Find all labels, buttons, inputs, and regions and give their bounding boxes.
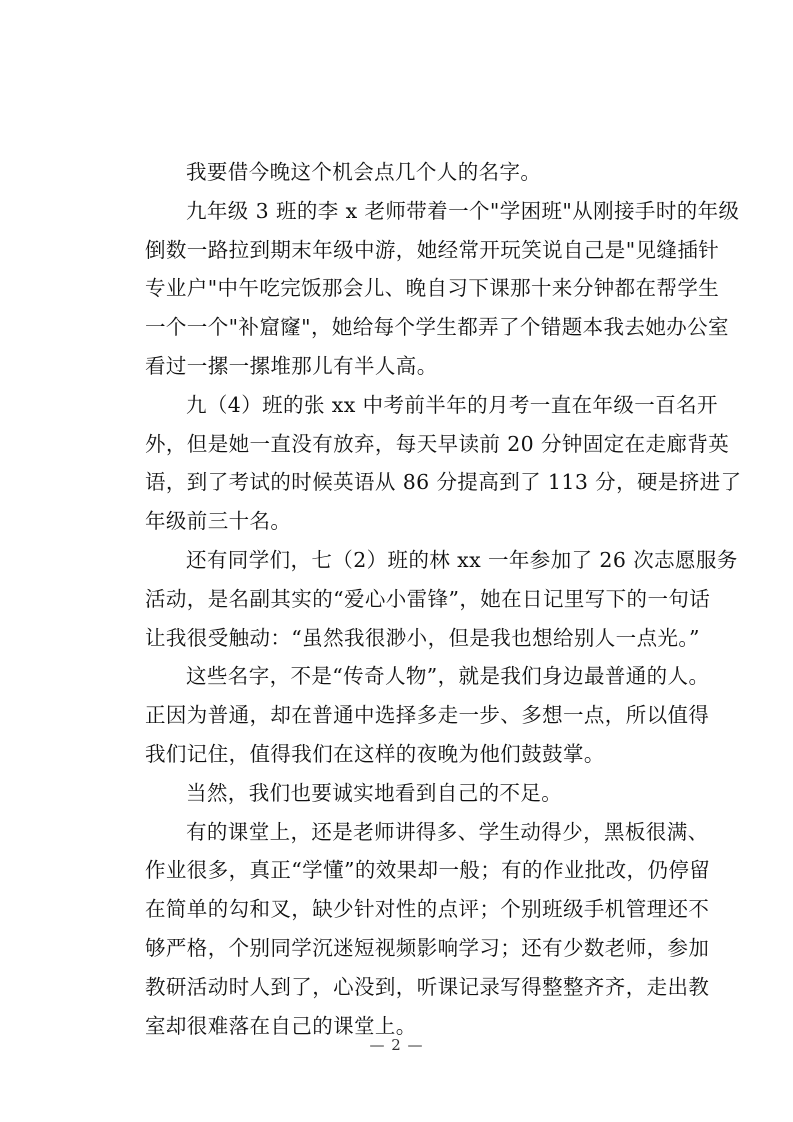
text-line: 外，但是她一直没有放弃，每天早读前 20 分钟固定在走廊背英: [145, 431, 730, 456]
text-line: 看过一摞一摞堆那儿有半人高。: [145, 353, 438, 378]
text-line: 当然，我们也要诚实地看到自己的不足。: [186, 780, 563, 805]
text-line: 语，到了考试的时候英语从 86 分提高到了 113 分，硬是挤进了: [145, 470, 742, 495]
paragraph-1: [104, 153, 690, 192]
text-line: 专业户"中午吃完饭那会儿、晚自习下课那十来分钟都在帮学生: [145, 276, 720, 301]
text-line: 还有同学们，七（2）班的林 xx 一年参加了 26 次志愿服务: [186, 547, 738, 572]
text-line: 九年级 3 班的李 x 老师带着一个"学困班"从刚接手时的年级: [186, 198, 740, 223]
text-line: 让我很受触动：“虽然我很渺小，但是我也想给别人一点光。”: [145, 625, 700, 650]
text-line: 够严格，个别同学沉迷短视频影响学习；还有少数老师，参加: [145, 935, 710, 960]
text-line: 我要借今晚这个机会点几个人的名字。: [186, 160, 542, 184]
text-line: 一个一个"补窟窿"，她给每个学生都弄了个错题本我去她办公室: [145, 315, 729, 340]
text-line: 我们记住，值得我们在这样的夜晚为他们鼓鼓掌。: [145, 741, 605, 766]
text-line: 九（4）班的张 xx 中考前半年的月考一直在年级一百名开: [186, 392, 718, 417]
text-line: 年级前三十名。: [145, 509, 292, 534]
text-line: 作业很多，真正“学懂”的效果却一般；有的作业批改，仍停留: [145, 858, 711, 883]
paragraph-6: [104, 774, 690, 813]
text-line: 倒数一路拉到期末年级中游，她经常开玩笑说自己是"见缝插针: [145, 237, 720, 262]
text-line: 教研活动时人到了，心没到，听课记录写得整整齐齐，走出教: [145, 974, 710, 999]
text-line: 这些名字，不是“传奇人物”，就是我们身边最普通的人。: [186, 664, 710, 689]
body-text: [104, 153, 742, 1045]
text-line: 活动，是名副其实的“爱心小雷锋”，她在日记里写下的一句话: [145, 586, 711, 611]
text-line: 有的课堂上，还是老师讲得多、学生动得少，黑板很满、: [186, 819, 709, 844]
paragraph-3: [104, 386, 742, 541]
page-number: — 2 —: [369, 1036, 424, 1054]
text-line: 正因为普通，却在普通中选择多走一步、多想一点，所以值得: [145, 703, 710, 728]
text-line: 室却很难落在自己的课堂上。: [145, 1013, 417, 1038]
paragraph-4: [104, 541, 738, 657]
paragraph-7: [104, 813, 711, 1046]
text-line: 在简单的勾和叉，缺少针对性的点评；个别班级手机管理还不: [145, 897, 710, 922]
paragraph-2: [104, 192, 740, 386]
paragraph-5: [104, 657, 710, 773]
